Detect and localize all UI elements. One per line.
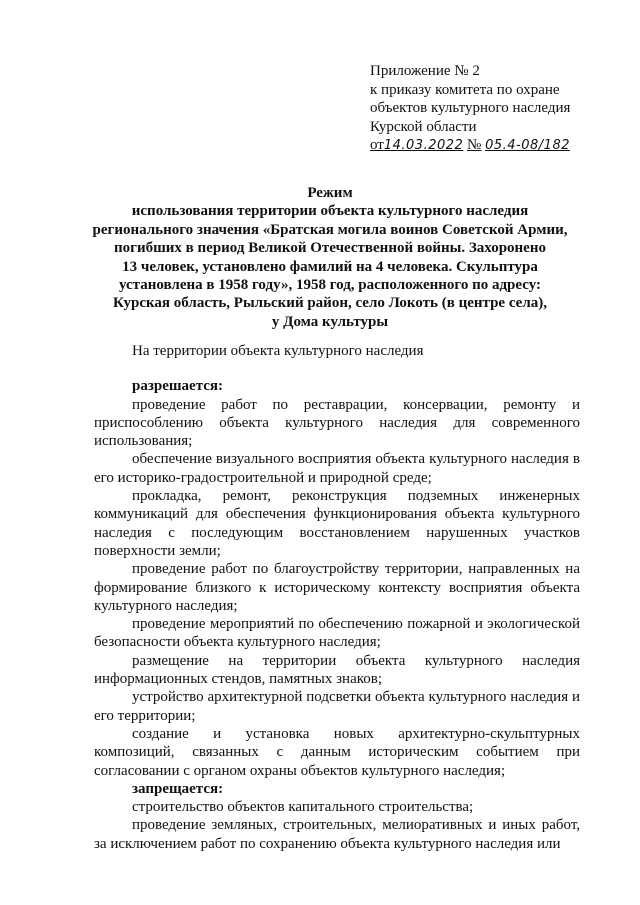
title-line: у Дома культуры [271, 313, 389, 330]
appendix-number: Приложение № 2 [370, 63, 480, 79]
appendix-header [370, 62, 620, 156]
order-date-line [370, 136, 620, 156]
allowed-item: размещение на территории объекта культурного наследия информационных стендов, памятных знаков; [94, 652, 580, 688]
allowed-item: проведение работ по реставрации, консервации, ремонту и приспособлению объекта культурного наследия для современного использования; [94, 396, 580, 450]
title-line: погибших в период Великой Отечественной войны. Захоронено [114, 240, 546, 257]
title-line: Режим [307, 185, 353, 201]
title-line: установлена в 1958 году», 1958 год, расположенного по адресу: [118, 277, 541, 294]
order-reference: к приказу комитета по охране [370, 81, 560, 98]
title-line: использования территории объекта культурного наследия [131, 203, 529, 220]
title-line: Курская область, Рыльский район, село Локоть (в центре села), [113, 295, 547, 312]
allowed-item: обеспечение визуального восприятия объекта культурного наследия в его историко-градостроительной и природной среде; [94, 451, 580, 486]
document-body [94, 342, 580, 853]
allowed-item: создание и установка новых архитектурно-скульптурных композиций, связанных с данным историческим событием при согласовании с органом охраны объектов культурного наследия; [94, 725, 580, 779]
allowed-item: прокладка, ремонт, реконструкция подземных инженерных коммуникаций для обеспечения функционирования объекта культурного наследия с последующим восстановлением нарушенных участков поверхности земли; [94, 488, 580, 559]
title-line: 13 человек, установлено фамилий на 4 человека. Скульптура [122, 258, 538, 275]
committee-name: объектов культурного наследия [370, 100, 571, 116]
region-name: Курской области [370, 118, 477, 135]
allowed-item: проведение работ по благоустройству территории, направленных на формирование близкого к историческому контексту восприятия объекта культурного наследия; [94, 561, 580, 614]
number-prefix: № [467, 137, 482, 153]
allowed-heading: разрешается: [132, 378, 224, 395]
forbidden-item: проведение земляных, строительных, мелиоративных и иных работ, за исключением работ по сохранению объекта культурного наследия или [94, 817, 580, 852]
title-line: регионального значения «Братская могила воинов Советской Армии, [92, 221, 568, 238]
document-title [60, 184, 600, 331]
order-date: 14.03.2022 [383, 138, 464, 153]
allowed-item: проведение мероприятий по обеспечению пожарной и экологической безопасности объекта культурного наследия; [94, 616, 580, 651]
allowed-item: устройство архитектурной подсветки объекта культурного наследия и его территории; [94, 689, 580, 724]
forbidden-item: строительство объектов капитального строительства; [132, 799, 474, 816]
forbidden-heading: запрещается: [132, 780, 224, 797]
order-number: 05.4-08/182 [485, 138, 570, 153]
date-prefix: от [370, 137, 384, 153]
intro-paragraph: На территории объекта культурного наследия [132, 343, 424, 359]
